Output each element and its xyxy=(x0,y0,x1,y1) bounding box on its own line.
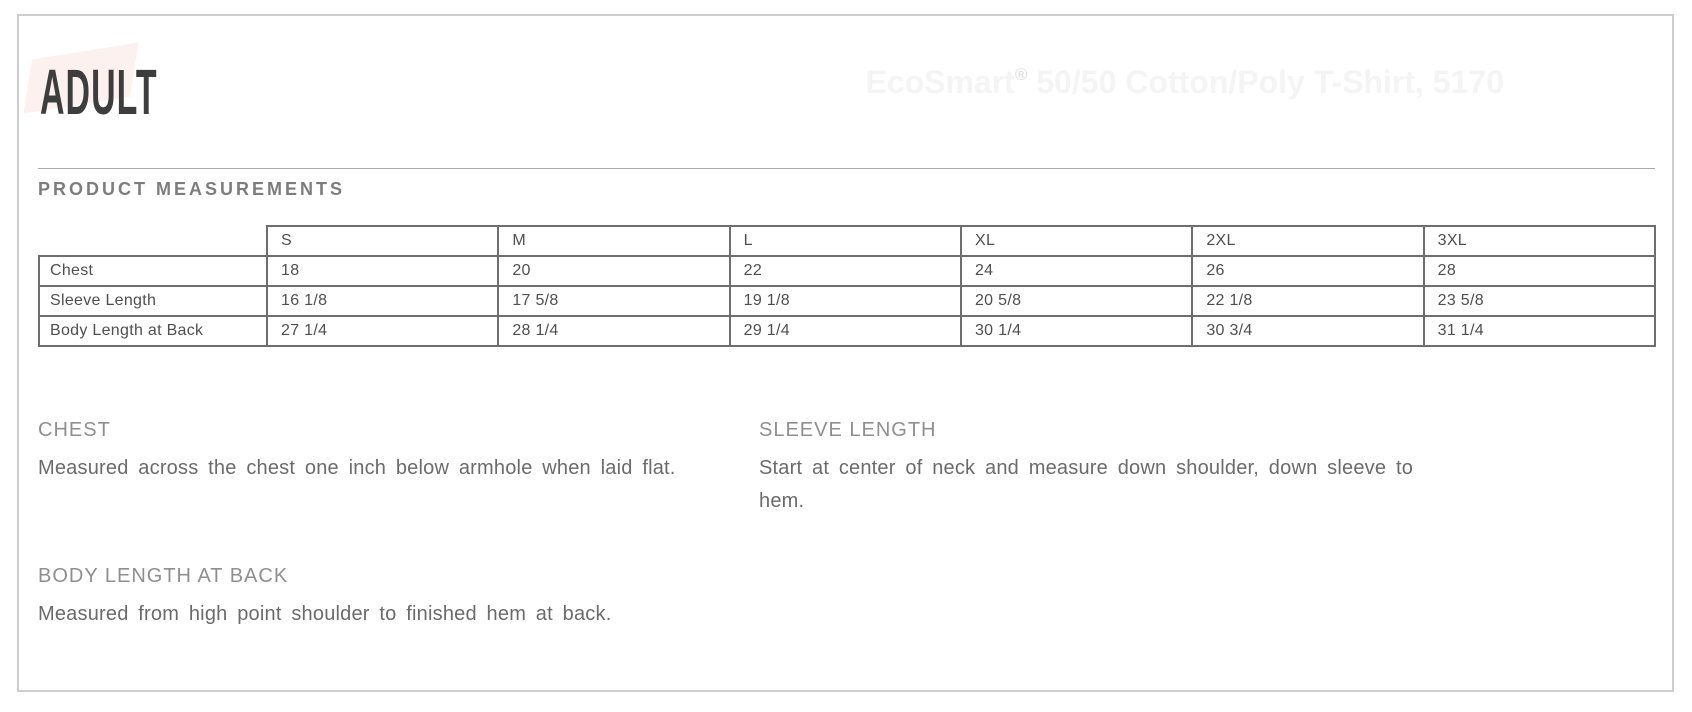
size-column-header: M xyxy=(498,226,729,256)
measurement-value-cell: 20 5/8 xyxy=(961,286,1192,316)
definition-title: BODY LENGTH AT BACK xyxy=(38,565,289,587)
corner-cell xyxy=(39,226,267,256)
size-header-row xyxy=(39,226,1655,256)
measurement-value-cell: 19 1/8 xyxy=(730,286,961,316)
size-column-header: 2XL xyxy=(1192,226,1423,256)
definition-chest xyxy=(38,418,738,485)
size-chart-card xyxy=(17,14,1674,692)
divider xyxy=(38,168,1655,169)
definition-title: SLEEVE LENGTH xyxy=(759,419,937,441)
size-column-header: S xyxy=(267,226,498,256)
definition-text: Start at center of neck and measure down shoulder, down sleeve to hem. xyxy=(759,457,1414,512)
definition-title: CHEST xyxy=(38,419,111,441)
measurement-value-cell: 16 1/8 xyxy=(267,286,498,316)
product-measurements-heading: PRODUCT MEASUREMENTS xyxy=(38,179,346,199)
product-title-watermark xyxy=(865,64,1504,101)
product-name-style-number: 50/50 Cotton/Poly T-Shirt, 5170 xyxy=(1036,64,1504,100)
measurement-value-cell: 26 xyxy=(1192,256,1423,286)
measurement-value-cell: 28 xyxy=(1424,256,1655,286)
measurement-value-cell: 17 5/8 xyxy=(498,286,729,316)
size-column-header: XL xyxy=(961,226,1192,256)
table-row-chest xyxy=(39,256,1655,286)
measurement-row-label: Chest xyxy=(39,256,267,286)
measurement-value-cell: 22 1/8 xyxy=(1192,286,1423,316)
measurement-row-label: Sleeve Length xyxy=(39,286,267,316)
size-column-header: 3XL xyxy=(1424,226,1655,256)
definition-sleeve-length xyxy=(759,418,1444,518)
registered-trademark-icon: ® xyxy=(1014,65,1028,84)
measurements-table xyxy=(38,225,1656,347)
measurement-value-cell: 29 1/4 xyxy=(730,316,961,346)
measurement-value-cell: 18 xyxy=(267,256,498,286)
measurement-value-cell: 30 3/4 xyxy=(1192,316,1423,346)
measurement-value-cell: 30 1/4 xyxy=(961,316,1192,346)
measurement-value-cell: 28 1/4 xyxy=(498,316,729,346)
definition-body-length-at-back xyxy=(38,564,758,631)
product-brand-name: EcoSmart xyxy=(865,64,1015,100)
page-title: ADULT xyxy=(40,56,158,128)
measurement-value-cell: 27 1/4 xyxy=(267,316,498,346)
measurement-value-cell: 24 xyxy=(961,256,1192,286)
definition-text: Measured from high point shoulder to finished hem at back. xyxy=(38,603,612,625)
measurement-value-cell: 31 1/4 xyxy=(1424,316,1655,346)
measurement-row-label: Body Length at Back xyxy=(39,316,267,346)
measurement-value-cell: 22 xyxy=(730,256,961,286)
measurement-value-cell: 23 5/8 xyxy=(1424,286,1655,316)
table-row-body-length-at-back xyxy=(39,316,1655,346)
table-row-sleeve-length xyxy=(39,286,1655,316)
size-column-header: L xyxy=(730,226,961,256)
measurement-value-cell: 20 xyxy=(498,256,729,286)
definition-text: Measured across the chest one inch below armhole when laid flat. xyxy=(38,457,676,479)
